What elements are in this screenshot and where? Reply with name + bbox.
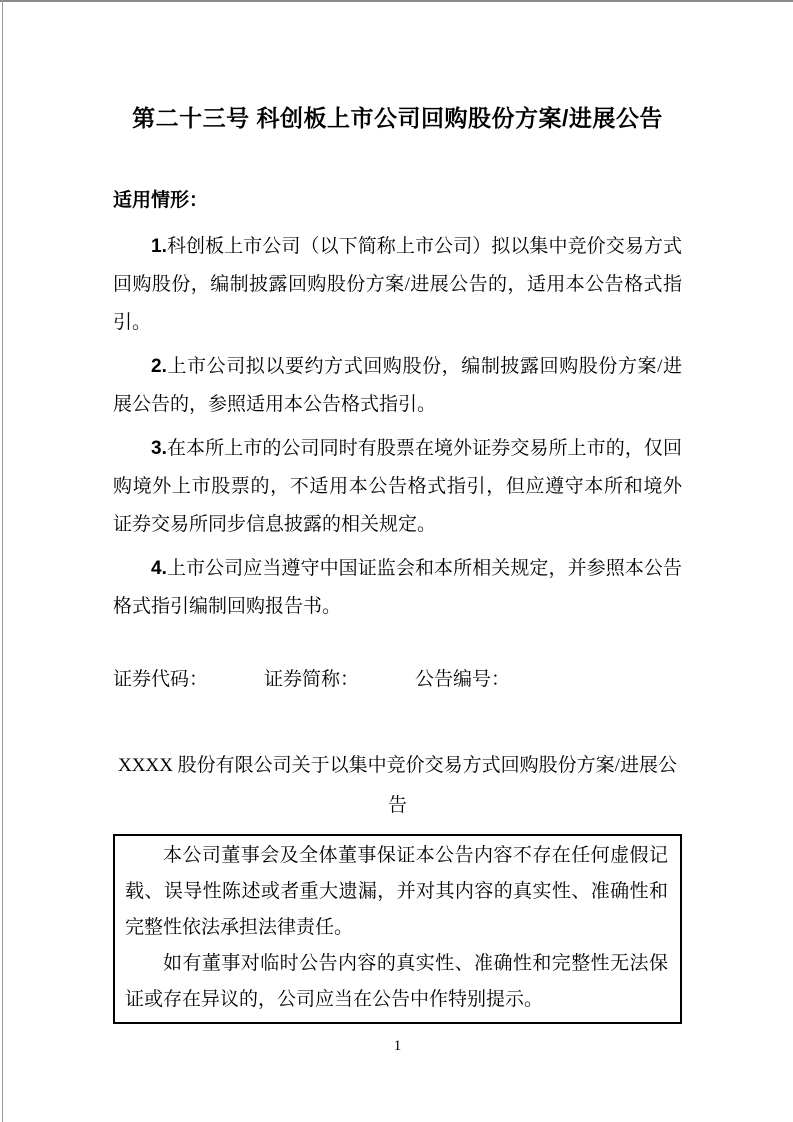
stock-short-name-label: 证券简称： [264, 669, 360, 690]
applicability-paragraph-4 [113, 550, 682, 626]
applicability-paragraph-3 [113, 430, 682, 544]
board-declaration-box [113, 834, 682, 1024]
paragraph-text: 在本所上市的公司同时有股票在境外证券交易所上市的，仅回购境外上市股票的，不适用本公告格式指引，但应遵守本所和境外证券交易所同步信息披露的相关规定。 [113, 438, 682, 535]
announcement-title: XXXX 股份有限公司关于以集中竞价交易方式回购股份方案/进展公告 [118, 755, 677, 816]
paragraph-number: 4. [151, 558, 167, 579]
document-title: 第二十三号 科创板上市公司回购股份方案/进展公告 [132, 105, 663, 131]
paragraph-number: 1. [151, 236, 167, 257]
declaration-paragraph-2: 如有董事对临时公告内容的真实性、准确性和完整性无法保证或存在异议的，公司应当在公告中作特别提示。 [125, 953, 668, 1010]
stock-code-label: 证券代码： [113, 669, 209, 690]
paragraph-number: 2. [151, 356, 167, 377]
declaration-paragraph-1: 本公司董事会及全体董事保证本公告内容不存在任何虚假记载、误导性陈述或者重大遗漏，并对其内容的真实性、准确性和完整性依法承担法律责任。 [125, 845, 668, 938]
paragraph-number: 3. [151, 438, 167, 459]
page-number: 1 [393, 1038, 402, 1054]
paragraph-text: 上市公司拟以要约方式回购股份，编制披露回购股份方案/进展公告的，参照适用本公告格式指引。 [113, 356, 682, 415]
page-left-edge-line [2, 0, 3, 1122]
paragraph-text: 上市公司应当遵守中国证监会和本所相关规定，并参照本公告格式指引编制回购报告书。 [113, 558, 682, 617]
page-top-edge-line [0, 0, 793, 2]
applicability-paragraph-2 [113, 348, 682, 424]
stock-info-line [113, 666, 682, 694]
section-heading-applicability: 适用情形： [113, 190, 209, 211]
paragraph-text: 科创板上市公司（以下简称上市公司）拟以集中竞价交易方式回购股份，编制披露回购股份方案/进展公告的，适用本公告格式指引。 [113, 236, 682, 333]
applicability-paragraph-1 [113, 228, 682, 342]
announcement-number-label: 公告编号： [415, 669, 511, 690]
